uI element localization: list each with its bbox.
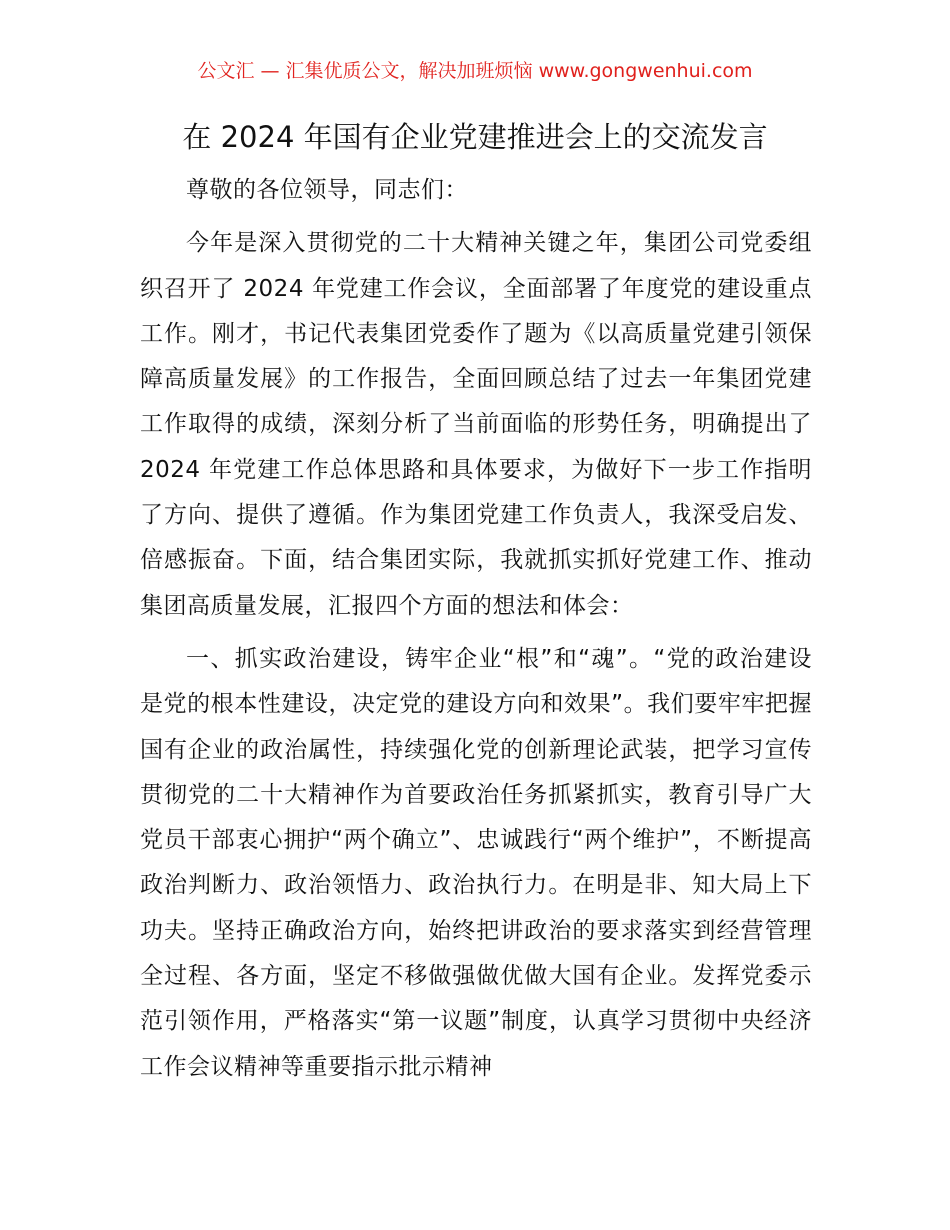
intro-paragraph: 今年是深入贯彻党的二十大精神关键之年，集团公司党委组织召开了 2024 年党建工作会议，全面部署了年度党的建设重点工作。刚才，书记代表集团党委作了题为《以高质量党建引领保障高质量发展》的工作报告，全面回顾总结了过去一年集团党建工作取得的成绩，深刻分析了当前面临的形势任务，明确提出了 2024 年党建工作总体思路和具体要求，为做好下一步工作指明了方向、提供了遵循。作为集团党建工作负责人，我深受启发、倍感振奋。下面，结合集团实际，我就抓实抓好党建工作、推动集团高质量发展，汇报四个方面的想法和体会： — [140, 230, 812, 619]
document-title: 在 2024 年国有企业党建推进会上的交流发言 — [182, 120, 768, 154]
salutation-paragraph: 尊敬的各位领导，同志们： — [186, 177, 468, 203]
document-body — [140, 168, 812, 1090]
section-one-paragraph: 一、抓实政治建设，铸牢企业“根”和“魂”。“党的政治建设是党的根本性建设，决定党的建设方向和效果”。我们要牢牢把握国有企业的政治属性，持续强化党的创新理论武装，把学习宣传贯彻党的二十大精神作为首要政治任务抓紧抓实，教育引导广大党员干部衷心拥护“两个确立”、忠诚践行“两个维护”，不断提高政治判断力、政治领悟力、政治执行力。在明是非、知大局上下功夫。坚持正确政治方向，始终把讲政治的要求落实到经营管理全过程、各方面，坚定不移做强做优做大国有企业。发挥党委示范引领作用，严格落实“第一议题”制度，认真学习贯彻中央经济工作会议精神等重要指示批示精神 — [140, 645, 812, 1080]
header-watermark: 公文汇 — 汇集优质公文，解决加班烦恼 www.gongwenhui.com — [197, 60, 753, 82]
